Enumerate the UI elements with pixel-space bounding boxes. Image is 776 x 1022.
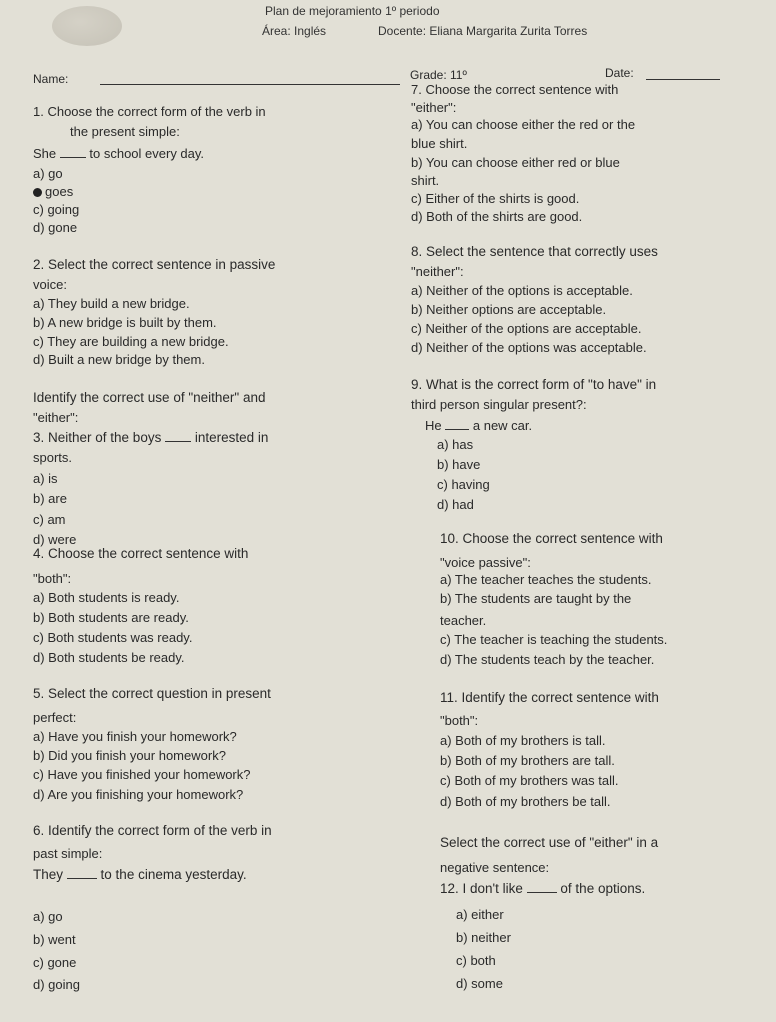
q4-option-c[interactable]: c) Both students was ready. — [33, 630, 193, 645]
q12-option-b[interactable]: b) neither — [456, 930, 511, 945]
q6-option-c[interactable]: c) gone — [33, 955, 77, 970]
q3-blank[interactable] — [165, 429, 191, 442]
q3-stem-2: sports. — [33, 450, 73, 465]
q9-prompt: 9. What is the correct form of "to have" in — [411, 377, 657, 392]
q6-prompt-2: past simple: — [33, 846, 103, 861]
q10-option-c[interactable]: c) The teacher is teaching the students. — [440, 632, 668, 647]
q12-option-d[interactable]: d) some — [456, 976, 503, 991]
q1-option-c[interactable]: c) going — [33, 202, 80, 217]
q1-blank[interactable] — [60, 145, 86, 158]
q11-option-d[interactable]: d) Both of my brothers be tall. — [440, 794, 611, 809]
q2-option-a[interactable]: a) They build a new bridge. — [33, 296, 190, 311]
q7-option-b[interactable]: b) You can choose either red or blue — [411, 155, 620, 170]
q11-prompt-2: "both": — [440, 713, 479, 728]
q5-option-d[interactable]: d) Are you finishing your homework? — [33, 787, 244, 802]
q11-prompt: 11. Identify the correct sentence with — [440, 690, 659, 705]
q8-option-c[interactable]: c) Neither of the options are acceptable. — [411, 321, 642, 336]
section-either-negative-2: negative sentence: — [440, 860, 550, 875]
q2-prompt-2: voice: — [33, 277, 67, 292]
q10-option-d[interactable]: d) The students teach by the teacher. — [440, 652, 655, 667]
q1-option-a[interactable]: a) go — [33, 166, 63, 181]
q6-blank[interactable] — [67, 866, 97, 879]
q6-option-b[interactable]: b) went — [33, 932, 76, 947]
q3-option-b[interactable]: b) are — [33, 491, 67, 506]
q12-option-c[interactable]: c) both — [456, 953, 496, 968]
date-label: Date: — [605, 66, 634, 80]
q7-option-c[interactable]: c) Either of the shirts is good. — [411, 191, 580, 206]
q8-prompt: 8. Select the sentence that correctly uses — [411, 244, 658, 259]
section-neither-either-2: "either": — [33, 410, 79, 425]
q1-stem: She to school every day. — [33, 146, 205, 161]
q10-option-a[interactable]: a) The teacher teaches the students. — [440, 572, 652, 587]
q9-stem: He a new car. — [425, 418, 533, 433]
q12-option-a[interactable]: a) either — [456, 907, 504, 922]
area-label: Área: Inglés — [262, 24, 327, 38]
q8-option-b[interactable]: b) Neither options are acceptable. — [411, 302, 607, 317]
q12-blank[interactable] — [527, 880, 557, 893]
q11-option-a[interactable]: a) Both of my brothers is tall. — [440, 733, 606, 748]
q5-option-b[interactable]: b) Did you finish your homework? — [33, 748, 226, 763]
q6-option-d[interactable]: d) going — [33, 977, 80, 992]
doc-title: Plan de mejoramiento 1º periodo — [265, 4, 440, 18]
q9-option-b[interactable]: b) have — [437, 457, 481, 472]
q2-option-d[interactable]: d) Built a new bridge by them. — [33, 352, 205, 367]
q2-option-b[interactable]: b) A new bridge is built by them. — [33, 315, 217, 330]
selected-mark-icon — [33, 188, 42, 197]
q3-option-c[interactable]: c) am — [33, 512, 66, 527]
q1-prompt-2: the present simple: — [70, 124, 180, 139]
q5-option-c[interactable]: c) Have you finished your homework? — [33, 767, 251, 782]
q8-option-d[interactable]: d) Neither of the options was acceptable. — [411, 340, 647, 355]
date-blank[interactable] — [646, 67, 720, 80]
q4-option-a[interactable]: a) Both students is ready. — [33, 590, 180, 605]
q9-option-d[interactable]: d) had — [437, 497, 474, 512]
q1-prompt: 1. Choose the correct form of the verb in — [33, 104, 266, 119]
q3-option-d[interactable]: d) were — [33, 532, 77, 547]
grade-label: Grade: 11º — [410, 68, 467, 82]
q9-prompt-2: third person singular present?: — [411, 397, 587, 412]
q8-option-a[interactable]: a) Neither of the options is acceptable. — [411, 283, 633, 298]
name-blank[interactable] — [100, 72, 400, 85]
q5-option-a[interactable]: a) Have you finish your homework? — [33, 729, 237, 744]
q1-option-b[interactable]: goes — [33, 184, 73, 200]
q3-option-a[interactable]: a) is — [33, 471, 58, 486]
q2-option-c[interactable]: c) They are building a new bridge. — [33, 334, 229, 349]
q6-option-a[interactable]: a) go — [33, 909, 63, 924]
q12-stem: 12. I don't like of the options. — [440, 881, 646, 896]
q1-option-d[interactable]: d) gone — [33, 220, 78, 235]
q7-prompt-2: "either": — [411, 100, 457, 115]
q7-option-d[interactable]: d) Both of the shirts are good. — [411, 209, 583, 224]
section-neither-either: Identify the correct use of "neither" and — [33, 390, 266, 405]
q6-stem: They to the cinema yesterday. — [33, 867, 247, 882]
q3-stem: 3. Neither of the boys interested in — [33, 430, 269, 445]
q2-prompt: 2. Select the correct sentence in passive — [33, 257, 276, 272]
q10-option-b[interactable]: b) The students are taught by the — [440, 591, 632, 606]
q4-option-d[interactable]: d) Both students be ready. — [33, 650, 185, 665]
q5-prompt-2: perfect: — [33, 710, 77, 725]
q11-option-c[interactable]: c) Both of my brothers was tall. — [440, 773, 619, 788]
q9-blank[interactable] — [445, 417, 469, 430]
q5-prompt: 5. Select the correct question in present — [33, 686, 271, 701]
q10-option-b-2: teacher. — [440, 613, 487, 628]
q11-option-b[interactable]: b) Both of my brothers are tall. — [440, 753, 615, 768]
q6-prompt: 6. Identify the correct form of the verb in — [33, 823, 272, 838]
q4-prompt-2: "both": — [33, 571, 72, 586]
q10-prompt: 10. Choose the correct sentence with — [440, 531, 663, 546]
section-either-negative: Select the correct use of "either" in a — [440, 835, 659, 850]
name-label: Name: — [33, 72, 69, 86]
teacher-label: Docente: Eliana Margarita Zurita Torres — [378, 24, 588, 38]
q7-option-a[interactable]: a) You can choose either the red or the — [411, 117, 636, 132]
q8-prompt-2: "neither": — [411, 264, 464, 279]
q7-option-b-2: shirt. — [411, 173, 440, 188]
q4-prompt: 4. Choose the correct sentence with — [33, 546, 249, 561]
q7-prompt: 7. Choose the correct sentence with — [411, 82, 619, 97]
school-logo — [52, 6, 122, 46]
q4-option-b[interactable]: b) Both students are ready. — [33, 610, 189, 625]
q9-option-c[interactable]: c) having — [437, 477, 490, 492]
q7-option-a-2: blue shirt. — [411, 136, 468, 151]
q10-prompt-2: "voice passive": — [440, 555, 531, 570]
q9-option-a[interactable]: a) has — [437, 437, 474, 452]
